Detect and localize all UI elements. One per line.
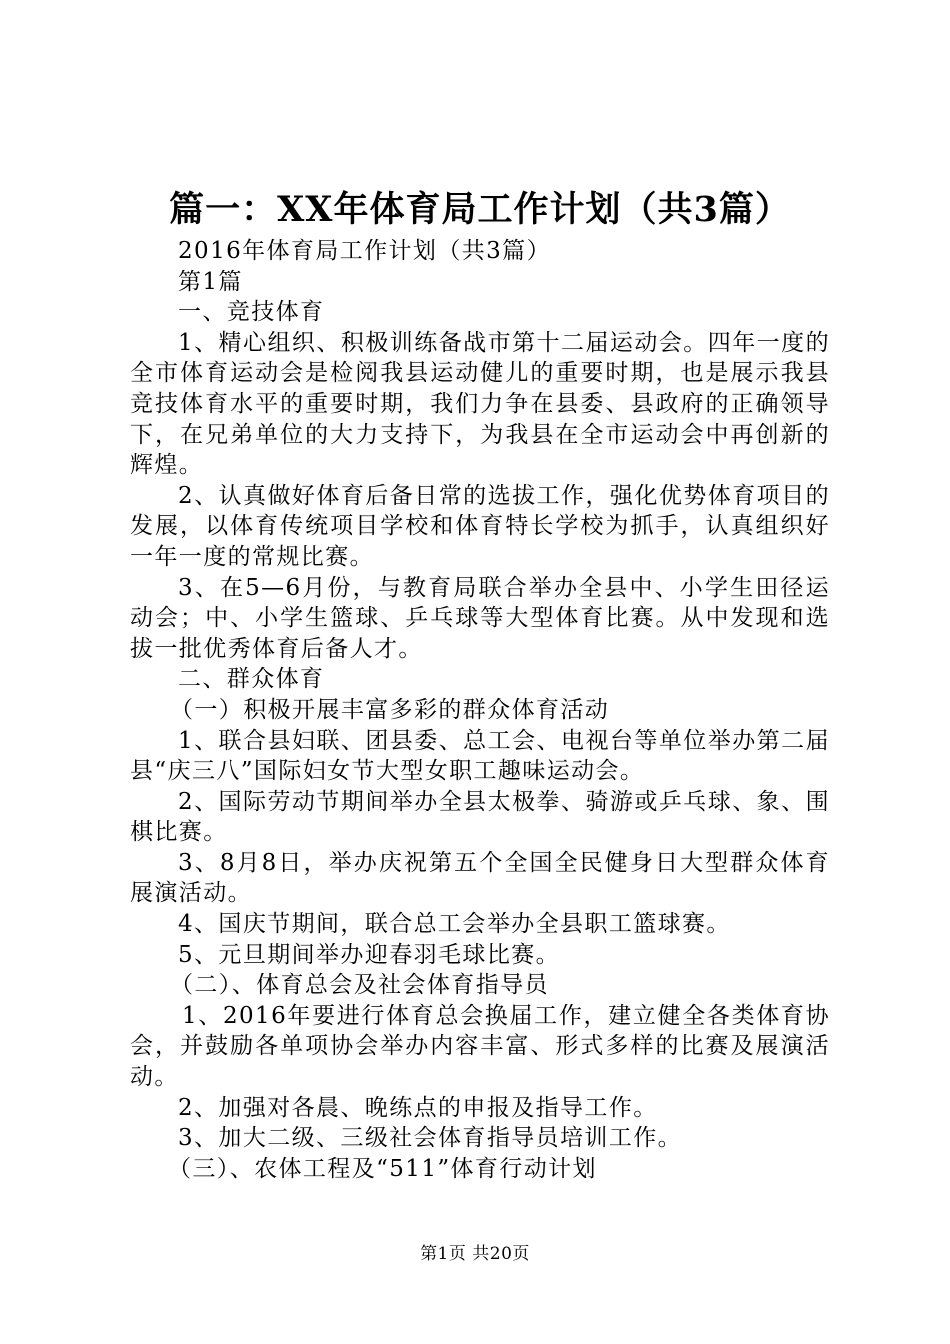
body-paragraph: 1、精心组织、积极训练备战市第十二届运动会。四年一度的全市体育运动会是检阅我县运动健儿的重要时期，也是展示我县竞技体育水平的重要时期，我们力争在县委、县政府的正确领导下，在兄弟单位的大力支持下，为我县在全市运动会中再创新的辉煌。: [130, 329, 830, 479]
body-paragraph: 5、元旦期间举办迎春羽毛球比赛。: [178, 941, 561, 968]
body-paragraph: 1、联合县妇联、团县委、总工会、电视台等单位举办第二届县“庆三八”国际妇女节大型女职工趣味运动会。: [130, 727, 830, 785]
part-label-paragraph: 第1篇: [178, 268, 243, 295]
document-body: [130, 236, 830, 1184]
body-paragraph: 1、2016年要进行体育总会换届工作，建立健全各类体育协会，并鼓励各单项协会举办内容丰富、形式多样的比赛及展演活动。: [130, 1002, 830, 1091]
document-title: 篇一：XX年体育局工作计划（共3篇）: [169, 189, 791, 230]
body-paragraph: 2、国际劳动节期间举办全县太极拳、骑游或乒乓球、象、围棋比赛。: [130, 788, 830, 846]
section-heading: 一、竞技体育: [178, 299, 325, 326]
section-heading: 二、群众体育: [178, 666, 325, 693]
subtitle-paragraph: 2016年体育局工作计划（共3篇）: [178, 238, 551, 264]
subsection-heading: （一）积极开展丰富多彩的群众体育活动: [170, 696, 610, 723]
body-paragraph: 3、在5—6月份，与教育局联合举办全县中、小学生田径运动会；中、小学生篮球、乒乓球等大型体育比赛。从中发现和选拔一批优秀体育后备人才。: [130, 574, 830, 662]
body-paragraph: 2、认真做好体育后备日常的选拔工作，强化优势体育项目的发展，以体育传统项目学校和体育特长学校为抓手，认真组织好一年一度的常规比赛。: [130, 482, 830, 570]
body-paragraph: 4、国庆节期间，联合总工会举办全县职工篮球赛。: [178, 911, 731, 938]
body-paragraph: 3、加大二级、三级社会体育指导员培训工作。: [178, 1125, 683, 1152]
body-paragraph: 2、加强对各晨、晚练点的申报及指导工作。: [178, 1094, 658, 1121]
subsection-heading: （二）、体育总会及社会体育指导员: [170, 972, 549, 999]
body-paragraph: 3、8月8日，举办庆祝第五个全国全民健身日大型群众体育展演活动。: [130, 849, 830, 907]
page-footer: 第1页 共20页: [420, 1244, 530, 1264]
subsection-heading: （三）、农体工程及“511”体育行动计划: [168, 1155, 597, 1182]
